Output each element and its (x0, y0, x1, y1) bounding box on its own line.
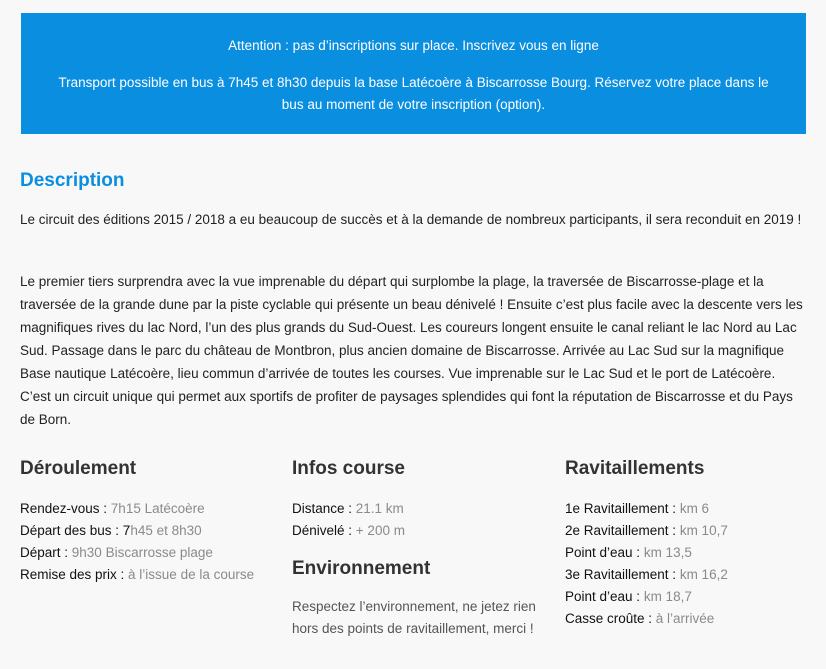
list-item (565, 542, 728, 564)
description-paragraph-2: Le premier tiers surprendra avec la vue imprenable du départ qui surplombe la plage, la traversée de Biscarrosse-plage et la traversée de la grande dune par la piste cyclable qui présente un beau dénivelé ! Ensuite c’est plus facile avec la descente vers les magnifiques rives du lac Nord, l’un des plus grands du Sud-Ouest. Les coureurs longent ensuite le canal reliant le lac Nord au Lac Sud. Passage dans le parc du château de Montbron, plus ancien domaine de Biscarrosse. Arrivée au Lac Sud sur la magnifique Base nautique Latécoère, lieu commun d’arrivée de toutes les courses. Vue imprenable sur le Lac Sud et le port de Latécoère. C’est un circuit unique qui permet aux sportifs de profiter de paysages splendides qui font la réputation de Biscarrosse et du Pays de Born. (20, 274, 803, 427)
description-paragraph-1: Le circuit des éditions 2015 / 2018 a eu beaucoup de succès et à la demande de nombreux participants, il sera reconduit en 2019 ! (20, 212, 802, 227)
item-value: km 10,7 (679, 523, 728, 538)
item-key: 1e Ravitaillement : (565, 501, 680, 516)
list-item (565, 586, 728, 608)
item-value: 7h15 Latécoère (110, 501, 205, 516)
list-item (565, 520, 728, 542)
deroulement-heading: Déroulement (20, 458, 137, 479)
banner-line-registration: Attention : pas d’inscriptions sur place. Inscrivez vous en ligne (228, 38, 599, 53)
description-heading: Description (20, 170, 125, 191)
ravitaillements-list (565, 498, 728, 630)
item-value: à l’issue de la course (128, 567, 255, 582)
environnement-text: Respectez l’environnement, ne jetez rien hors des points de ravitaillement, merci ! (292, 599, 536, 636)
list-item (565, 498, 728, 520)
info-banner (21, 13, 806, 134)
ravitaillements-column (565, 458, 728, 626)
environnement-heading: Environnement (292, 558, 431, 579)
list-item (20, 498, 254, 520)
infos-heading: Infos course (292, 458, 405, 479)
item-value: 9h30 Biscarrosse plage (71, 545, 213, 560)
item-key: Distance : (292, 501, 356, 516)
list-item (292, 520, 405, 542)
item-value: km 13,5 (643, 545, 692, 560)
list-item (20, 520, 254, 542)
deroulement-list (20, 498, 254, 586)
infos-column (292, 458, 536, 636)
item-key: Rendez-vous : (20, 501, 111, 516)
list-item (565, 608, 728, 630)
ravitaillements-heading: Ravitaillements (565, 458, 705, 479)
item-value: h45 et 8h30 (130, 523, 202, 538)
list-item (20, 564, 254, 586)
item-key: Casse croûte : (565, 611, 656, 626)
list-item (292, 498, 405, 520)
item-key: Départ : (20, 545, 72, 560)
item-value: km 6 (679, 501, 710, 516)
infos-list (292, 498, 405, 542)
item-value: 21.1 km (355, 501, 404, 516)
list-item (565, 564, 728, 586)
item-value: + 200 m (355, 523, 405, 538)
item-key: Dénivelé : (292, 523, 356, 538)
item-value: km 16,2 (679, 567, 728, 582)
item-key: 2e Ravitaillement : (565, 523, 680, 538)
item-key: 3e Ravitaillement : (565, 567, 680, 582)
deroulement-column (20, 458, 255, 582)
item-key: Remise des prix : (20, 567, 129, 582)
item-key: Départ des bus : 7 (20, 523, 131, 538)
item-value: à l’arrivée (655, 611, 715, 626)
list-item (20, 542, 254, 564)
item-key: Point d’eau : (565, 589, 644, 604)
banner-line-transport: Transport possible en bus à 7h45 et 8h30 depuis la base Latécoère à Biscarrosse Bourg. Réservez votre place dans le bus au moment de votre inscription (option). (58, 75, 769, 112)
item-key: Point d’eau : (565, 545, 644, 560)
item-value: km 18,7 (643, 589, 692, 604)
